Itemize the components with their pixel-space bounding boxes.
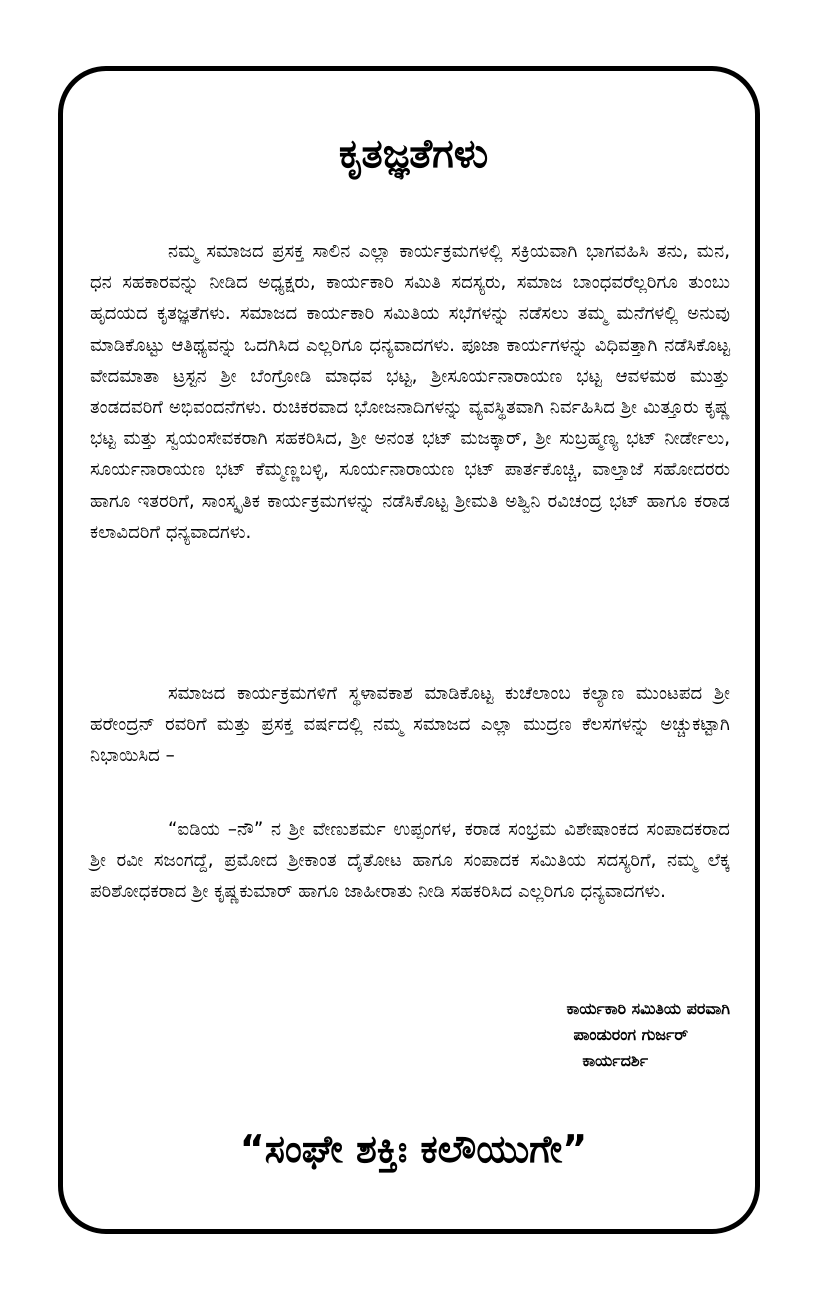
page-title: ಕೃತಜ್ಞತೆಗಳು: [338, 131, 489, 177]
signature-name: ಪಾಂಡುರಂಗ ಗುರ್ಜರ್: [573, 1025, 688, 1044]
signature-role: ಕಾರ್ಯದರ್ಶಿ: [582, 1051, 648, 1070]
signature-org: ಕಾರ್ಯಕಾರಿ ಸಮಿತಿಯ ಪರವಾಗಿ: [566, 999, 730, 1018]
signature-block: [430, 996, 730, 1074]
acknowledgement-paragraph-2: ಸಮಾಜದ ಕಾರ್ಯಕ್ರಮಗಳಿಗೆ ಸ್ಥಳಾವಕಾಶ ಮಾಡಿಕೊಟ್ಟ ಕುಚೆಲಾಂಬ ಕಲ್ಯಾಣ ಮುಂಟಪದ ಶ್ರೀ ಹರೇಂದ್ರನ್ ರವರಿಗೆ ಮತ್ತು ಪ್ರಸಕ್ತ ವರ್ಷದಲ್ಲಿ ನಮ್ಮ ಸಮಾಜದ ಎಲ್ಲಾ ಮುದ್ರಣ ಕೆಲಸಗಳನ್ನು ಅಚ್ಚುಕಟ್ಟಾಗಿ ನಿಭಾಯಿಸಿದ –: [90, 683, 730, 767]
acknowledgement-paragraph-1: ನಮ್ಮ ಸಮಾಜದ ಪ್ರಸಕ್ತ ಸಾಲಿನ ಎಲ್ಲಾ ಕಾರ್ಯಕ್ರಮಗಳಲ್ಲಿ ಸಕ್ರಿಯವಾಗಿ ಭಾಗವಹಿಸಿ ತನು, ಮನ, ಧನ ಸಹಕಾರವನ್ನು ನೀಡಿದ ಅಧ್ಯಕ್ಷರು, ಕಾರ್ಯಕಾರಿ ಸಮಿತಿ ಸದಸ್ಯರು, ಸಮಾಜ ಬಾಂಧವರೆಲ್ಲರಿಗೂ ತುಂಬು ಹೃದಯದ ಕೃತಜ್ಞತೆಗಳು. ಸಮಾಜದ ಕಾರ್ಯಕಾರಿ ಸಮಿತಿಯ ಸಭೆಗಳನ್ನು ನಡೆಸಲು ತಮ್ಮ ಮನೆಗಳಲ್ಲಿ ಅನುವು ಮಾಡಿಕೊಟ್ಟು ಆತಿಥ್ಯವನ್ನು ಒದಗಿಸಿದ ಎಲ್ಲರಿಗೂ ಧನ್ಯವಾದಗಳು. ಪೂಜಾ ಕಾರ್ಯಗಳನ್ನು ವಿಧಿವತ್ತಾಗಿ ನಡೆಸಿಕೊಟ್ಟ ವೇದಮಾತಾ ಟ್ರಸ್ಟನ ಶ್ರೀ ಬೆಂಗ್ರೋಡಿ ಮಾಧವ ಭಟ್ಟ, ಶ್ರೀಸೂರ್ಯನಾರಾಯಣ ಭಟ್ಟ ಆವಳಮಠ ಮುತ್ತು ತಂಡದವರಿಗೆ ಅಭಿವಂದನೆಗಳು. ರುಚಿಕರವಾದ ಭೋಜನಾದಿಗಳನ್ನು ವ್ಯವಸ್ಥಿತವಾಗಿ ನಿರ್ವಹಿಸಿದ ಶ್ರೀ ಮಿತ್ತೂರು ಕೃಷ್ಣ ಭಟ್ಟ ಮತ್ತು ಸ್ವಯಂಸೇವಕರಾಗಿ ಸಹಕರಿಸಿದ, ಶ್ರೀ ಅನಂತ ಭಟ್ ಮಜಕ್ಕಾರ್, ಶ್ರೀ ಸುಬ್ರಹ್ಮಣ್ಯ ಭಟ್ ನೀರ್ಡೇಲು, ಸೂರ್ಯನಾರಾಯಣ ಭಟ್ ಕೆಮ್ಮಣ್ಣಬಳ್ಳಿ, ಸೂರ್ಯನಾರಾಯಣ ಭಟ್ ಪಾರ್ತಕೊಚ್ಚಿ, ವಾಲ್ತಾಜೆ ಸಹೋದರರು ಹಾಗೂ ಇತರರಿಗೆ, ಸಾಂಸ್ಕೃತಿಕ ಕಾರ್ಯಕ್ರಮಗಳನ್ನು ನಡೆಸಿಕೊಟ್ಟ ಶ್ರೀಮತಿ ಅಶ್ವಿನಿ ರವಿಚಂದ್ರ ಭಟ್ ಹಾಗೂ ಕರಾಡ ಕಲಾವಿದರಿಗೆ ಧನ್ಯವಾದಗಳು.: [90, 241, 730, 543]
motto: “ಸಂಘೇ ಶಕ್ತಿಃ ಕಲೌಯುಗೇ”: [239, 1127, 588, 1171]
acknowledgement-paragraph-3: “ಐಡಿಯ –ನೌ” ನ ಶ್ರೀ ವೇಣುಶರ್ಮ ಉಪ್ಪಂಗಳ, ಕರಾಡ ಸಂಭ್ರಮ ವಿಶೇಷಾಂಕದ ಸಂಪಾದಕರಾದ ಶ್ರೀ ರವೀ ಸಜಂಗದ್ದೆ, ಪ್ರಮೋದ ಶ್ರೀಕಾಂತ ದೈತೋಟ ಹಾಗೂ ಸಂಪಾದಕ ಸಮಿತಿಯ ಸದಸ್ಯರಿಗೆ, ನಮ್ಮ ಲೆಕ್ಕ ಪರಿಶೋಧಕರಾದ ಶ್ರೀ ಕೃಷ್ಣಕುಮಾರ್ ಹಾಗೂ ಜಾಹೀರಾತು ನೀಡಿ ಸಹಕರಿಸಿದ ಎಲ್ಲರಿಗೂ ಧನ್ಯವಾದಗಳು.: [90, 819, 730, 903]
